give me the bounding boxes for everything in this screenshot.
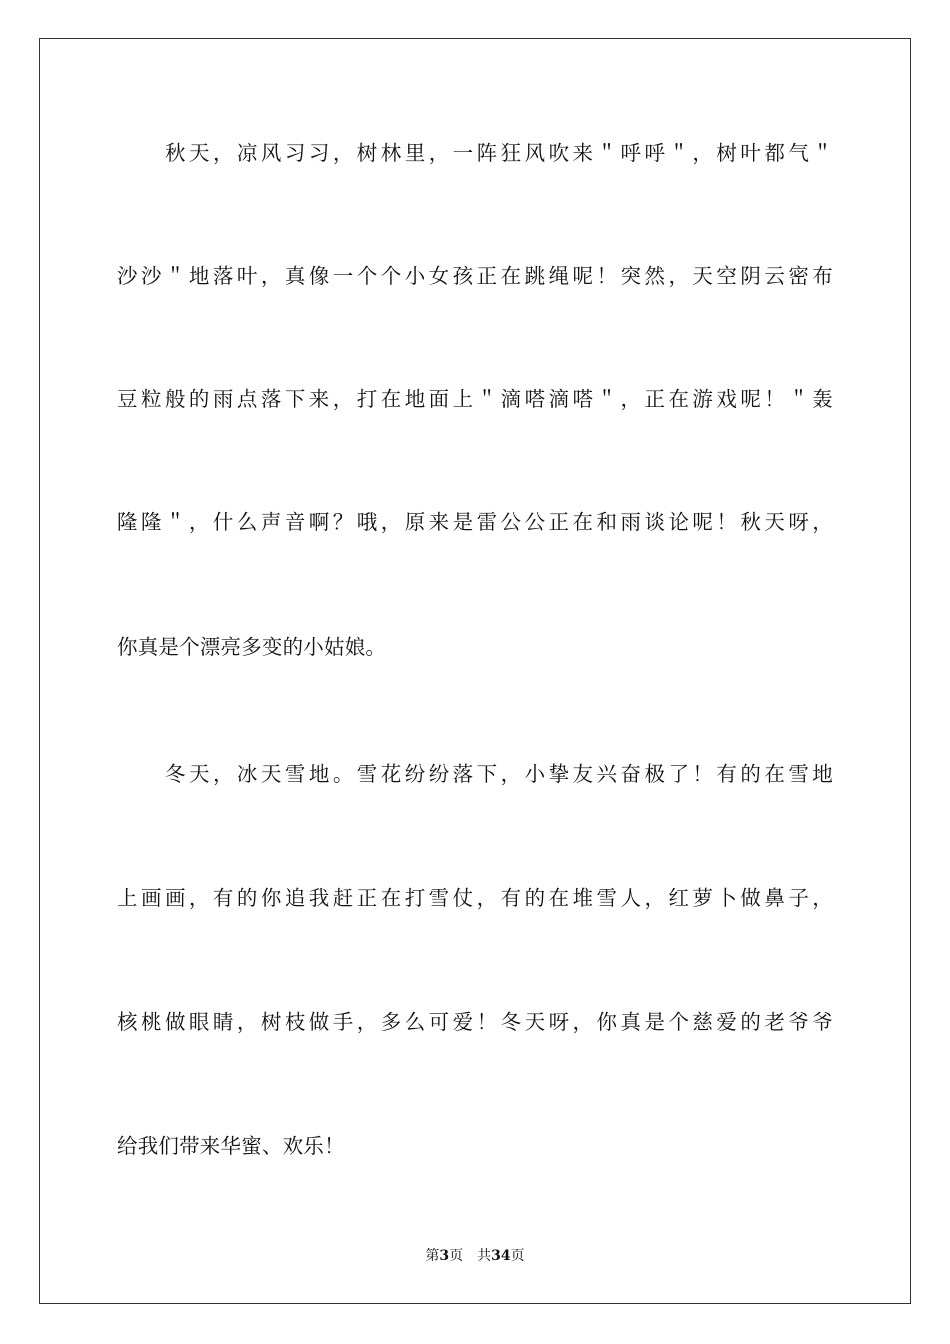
total-prefix: 共: [477, 1248, 492, 1264]
paragraph-1-line-2: 沙沙＂地落叶，真像一个个小女孩正在跳绳呢！突然，天空阴云密布: [117, 264, 833, 288]
paragraph-2-line-1: 冬天，冰天雪地。雪花纷纷落下，小挚友兴奋极了！有的在雪地: [165, 762, 833, 786]
page-frame: [39, 38, 911, 1304]
paragraph-1-line-4: 隆隆＂，什么声音啊？哦，原来是雷公公正在和雨谈论呢！秋天呀，: [117, 510, 833, 534]
total-suffix: 页: [510, 1248, 525, 1264]
total-pages: 34: [491, 1248, 511, 1264]
paragraph-1-line-3: 豆粒般的雨点落下来，打在地面上＂滴嗒滴嗒＂，正在游戏呢！＂轰: [117, 387, 833, 411]
paragraph-2-line-2: 上画画，有的你追我赶正在打雪仗，有的在堆雪人，红萝卜做鼻子，: [117, 886, 833, 910]
page-footer: [0, 1247, 950, 1265]
paragraph-1-line-1: 秋天，凉风习习，树林里，一阵狂风吹来＂呼呼＂，树叶都气＂: [165, 141, 833, 165]
paragraph-1-line-5: 你真是个漂亮多变的小姑娘。: [117, 635, 387, 659]
page-prefix: 第: [425, 1248, 440, 1264]
paragraph-2-line-3: 核桃做眼睛，树枝做手，多么可爱！冬天呀，你真是个慈爱的老爷爷: [117, 1010, 833, 1034]
page-number: 3: [439, 1248, 450, 1264]
paragraph-2-line-4: 给我们带来华蜜、欢乐！: [117, 1134, 345, 1158]
page-suffix: 页: [449, 1248, 464, 1264]
